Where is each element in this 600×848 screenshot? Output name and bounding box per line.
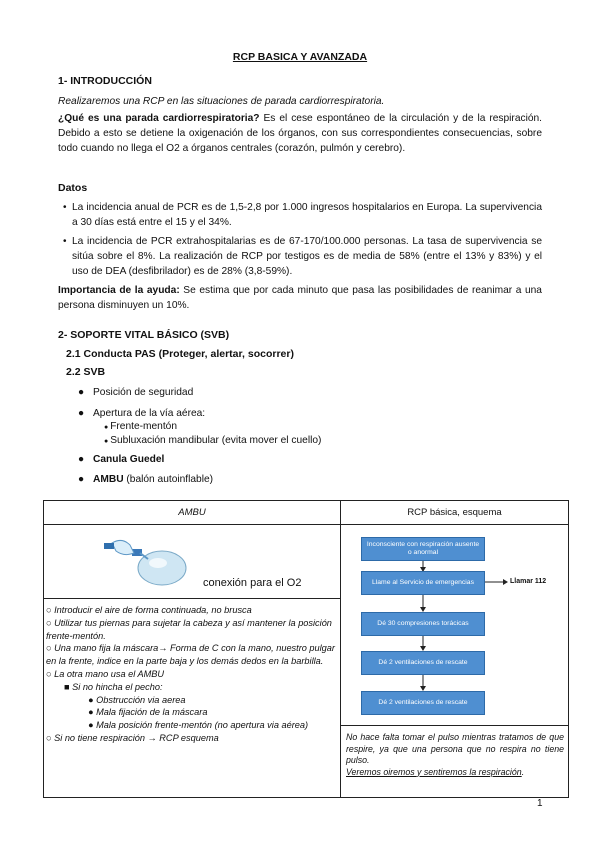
ambu-instructions-list xyxy=(46,604,341,745)
bullet-icon: ● xyxy=(104,438,111,445)
datos-list xyxy=(63,200,542,279)
rcp-note: No hace falta tomar el pulso mientras tratamos de que respire, ya que una persona que no respira no tiene pulso. Veremos oiremos y sentiremos la respiración. xyxy=(346,732,564,777)
svb-subitem: ● Subluxación mandibular (evita mover el cuello) xyxy=(104,435,322,446)
svb-sub2: 2.2 SVB xyxy=(66,366,106,378)
flow-step: Inconsciente con respiración ausente o anormal xyxy=(361,537,485,561)
svb-subitem: ● Frente-mentón xyxy=(104,421,178,432)
importancia-paragraph xyxy=(58,283,542,313)
page-number: 1 xyxy=(537,798,543,809)
intro-question-bold: ¿Qué es una parada cardiorrespiratoria? xyxy=(58,113,260,124)
list-item: ○ La otra mano usa el AMBU xyxy=(46,668,165,679)
flow-step: Dé 2 ventilaciones de rescate xyxy=(361,691,485,715)
document-title: RCP BASICA Y AVANZADA xyxy=(232,51,368,63)
bullet-icon: ● xyxy=(78,454,85,465)
svb-item: ● Apertura de la vía aérea: xyxy=(78,408,206,419)
flow-step: Llame al Servicio de emergencias xyxy=(361,571,485,595)
list-item: ○ Utilizar tus piernas para sujetar la cabeza y así mantener la posición frente-mentón. xyxy=(46,617,332,641)
ambu-caption: conexión para el O2 xyxy=(203,577,302,589)
intro-question-text: Es el cese espontáneo de la circulación y de la respiración. Debido a esto se detiene la oxigenación de los órganos, con sus correspondientes consecuencias, sobre todo cuando no llega el O2 a órganos centrales (corazón, pulmón y cerebro). xyxy=(58,113,543,154)
ambu-header-label: AMBU xyxy=(178,507,206,518)
list-item: ■ Si no hincha el pecho: xyxy=(64,681,163,692)
ambu-bag-illustration xyxy=(100,535,195,590)
svb-sub1: 2.1 Conducta PAS (Proteger, alertar, socorrer) xyxy=(66,348,294,360)
importancia-text: Se estima que por cada minuto que pasa las posibilidades de reanimar a una persona disminuyen un 10%. xyxy=(58,285,542,311)
intro-question-paragraph xyxy=(58,111,542,156)
list-item: ○ Una mano fija la máscara→ Forma de C con la mano, nuestro pulgar en la frente, indice en la parte baja y los demás dedos en la barbilla. xyxy=(46,643,335,667)
datos-heading: Datos xyxy=(58,182,88,194)
rcp-header-label: RCP básica, esquema xyxy=(407,507,502,518)
intro-lead: Realizaremos una RCP en las situaciones de parada cardiorrespiratoria. xyxy=(58,96,385,107)
list-item: • La incidencia anual de PCR es de 1,5-2,8 por 1.000 ingresos hospitalarios en Europa. La supervivencia a 30 días está entre el 15 y el 34%. xyxy=(63,202,542,228)
bullet-icon: ● xyxy=(78,387,85,398)
section-heading-intro: 1- INTRODUCCIÓN xyxy=(58,75,152,87)
svb-item: ● Posición de seguridad xyxy=(78,387,194,398)
flow-side-label: Llamar 112 xyxy=(510,578,547,585)
list-item: ○ Introducir el aire de forma continuada, no brusca xyxy=(46,605,252,615)
list-item: ● Obstrucción via aerea xyxy=(88,694,186,705)
bullet-icon: • xyxy=(63,236,67,247)
section-heading-svb: 2- SOPORTE VITAL BÁSICO (SVB) xyxy=(58,329,230,341)
list-item: ○ Si no tiene respiración → RCP esquema xyxy=(46,732,219,743)
rcp-note-underlined: Veremos oiremos y sentiremos la respiración xyxy=(346,766,522,777)
svb-item: ● AMBU (balón autoinflable) xyxy=(78,474,214,485)
bullet-icon: • xyxy=(63,202,67,213)
list-item: ● Mala posición frente-mentón (no apertura via aérea) xyxy=(88,720,309,731)
importancia-bold: Importancia de la ayuda: xyxy=(58,285,180,296)
svb-item: ● Canula Guedel xyxy=(78,454,165,465)
bullet-icon: ● xyxy=(104,424,111,431)
list-item: ● Mala fijación de la máscara xyxy=(88,707,208,718)
bullet-icon: ● xyxy=(78,408,85,419)
flow-step: Dé 30 compresiones torácicas xyxy=(361,612,485,636)
flow-step: Dé 2 ventilaciones de rescate xyxy=(361,651,485,675)
bullet-icon: ● xyxy=(78,474,85,485)
list-item: • La incidencia de PCR extrahospitalarias es de 67-170/100.000 personas. La tasa de supervivencia se sitúa sobre el 8%. La realización de RCP por testigos es de media de 58% (entre el 13% y 83%) y el uso de DEA (desfibrilador) es de 28% (3,8-59%). xyxy=(63,236,542,277)
